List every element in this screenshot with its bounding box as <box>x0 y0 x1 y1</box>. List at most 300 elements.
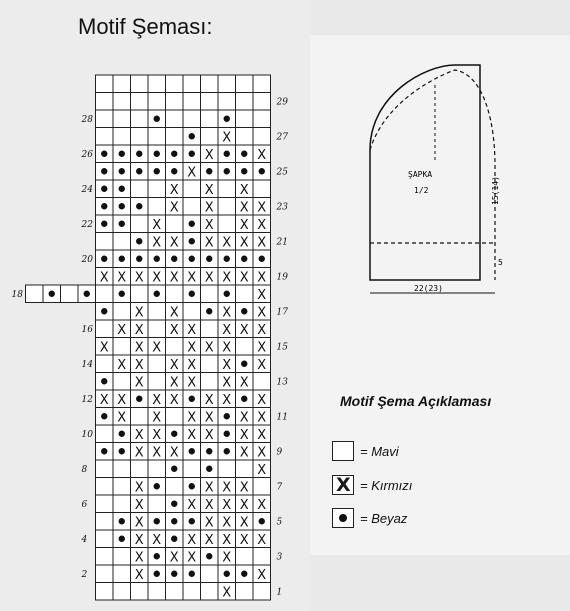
dot-icon <box>224 413 230 419</box>
chart-cell <box>236 110 254 128</box>
x-icon: X <box>222 515 232 531</box>
chart-cell <box>253 75 271 93</box>
x-icon: X <box>257 410 267 426</box>
chart-cell <box>218 460 236 478</box>
legend-dot-swatch <box>332 508 354 528</box>
x-icon: X <box>239 427 249 443</box>
dot-icon <box>241 571 247 577</box>
chart-cell <box>148 198 166 216</box>
chart-cell <box>166 285 184 303</box>
row-label-right: 27 <box>276 132 288 143</box>
row-label-left: 16 <box>81 324 93 335</box>
chart-cell <box>131 285 149 303</box>
dot-icon <box>136 238 142 244</box>
dot-icon <box>101 308 107 314</box>
dot-icon <box>119 518 125 524</box>
dot-icon <box>259 518 265 524</box>
row-label-left: 8 <box>81 464 88 475</box>
x-icon: X <box>257 217 267 233</box>
chart-cell <box>96 285 114 303</box>
chart-cell <box>96 128 114 146</box>
chart-cell <box>113 373 131 391</box>
dot-icon <box>119 256 125 262</box>
dot-icon <box>189 151 195 157</box>
chart-cell <box>96 565 114 583</box>
x-icon: X <box>239 410 249 426</box>
legend-label-beyaz: = Beyaz <box>360 510 408 526</box>
chart-cell <box>166 128 184 146</box>
x-icon: X <box>257 340 267 356</box>
chart-cell <box>148 180 166 198</box>
row-label-left: 10 <box>81 429 93 440</box>
dot-icon <box>206 256 212 262</box>
chart-cell <box>236 93 254 111</box>
chart-cell <box>113 233 131 251</box>
x-icon: X <box>187 322 197 338</box>
chart-cell <box>131 215 149 233</box>
chart-cell <box>113 495 131 513</box>
chart-cell <box>253 373 271 391</box>
dot-icon <box>119 291 125 297</box>
x-icon: X <box>134 567 144 583</box>
x-icon: X <box>257 462 267 478</box>
legend-item-mavi <box>332 440 399 462</box>
chart-cell <box>166 338 184 356</box>
x-icon: X <box>99 270 109 286</box>
x-icon: X <box>169 357 179 373</box>
chart-cell <box>218 198 236 216</box>
x-icon: X <box>187 270 197 286</box>
chart-cell <box>96 425 114 443</box>
row-label-right: 25 <box>276 167 288 178</box>
chart-cell <box>253 583 271 601</box>
x-icon: X <box>134 532 144 548</box>
chart-cell <box>61 285 79 303</box>
chart-cell <box>96 320 114 338</box>
x-icon: X <box>239 515 249 531</box>
x-icon: X <box>257 287 267 303</box>
dot-icon <box>171 518 177 524</box>
x-icon: X <box>117 357 127 373</box>
row-label-left: 12 <box>81 394 93 405</box>
chart-cell <box>236 285 254 303</box>
x-icon: X <box>152 410 162 426</box>
dot-icon <box>101 186 107 192</box>
row-label-left: 18 <box>11 289 23 300</box>
dot-icon <box>189 396 195 402</box>
dot-icon <box>224 256 230 262</box>
dot-icon <box>224 448 230 454</box>
x-icon: X <box>204 480 214 496</box>
x-icon: X <box>204 182 214 198</box>
dot-icon <box>241 308 247 314</box>
dot-icon <box>189 238 195 244</box>
x-icon: X <box>239 182 249 198</box>
x-icon: X <box>134 270 144 286</box>
legend-title: Motif Şema Açıklaması <box>340 393 492 409</box>
chart-cell <box>236 583 254 601</box>
chart-cell <box>148 460 166 478</box>
x-icon: X <box>222 585 232 601</box>
x-icon: X <box>239 445 249 461</box>
x-icon: X <box>152 445 162 461</box>
legend-label-kirmizi: = Kırmızı <box>360 477 413 493</box>
x-icon: X <box>169 270 179 286</box>
row-label-right: 3 <box>276 552 283 563</box>
dot-icon <box>84 291 90 297</box>
page-title: Motif Şeması: <box>78 14 213 39</box>
dot-icon <box>224 168 230 174</box>
x-icon: X <box>134 497 144 513</box>
x-icon: X <box>257 200 267 216</box>
x-icon: X <box>169 322 179 338</box>
chart-cell <box>166 110 184 128</box>
chart-cell <box>131 460 149 478</box>
legend-label-mavi: = Mavi <box>360 443 399 459</box>
dot-icon <box>136 168 142 174</box>
chart-cell <box>148 373 166 391</box>
dot-icon <box>171 256 177 262</box>
legend-empty-swatch <box>332 441 354 461</box>
chart-cell <box>166 75 184 93</box>
x-icon: X <box>257 305 267 321</box>
dot-icon <box>49 291 55 297</box>
hat-crown-dashed <box>370 70 495 280</box>
x-icon: X <box>239 532 249 548</box>
dot-icon <box>224 151 230 157</box>
chart-cell <box>131 75 149 93</box>
chart-cell <box>113 338 131 356</box>
dot-icon <box>101 413 107 419</box>
chart-cell <box>148 355 166 373</box>
dot-icon <box>224 431 230 437</box>
x-icon: X <box>239 480 249 496</box>
x-icon: X <box>134 357 144 373</box>
dot-icon <box>189 571 195 577</box>
x-icon: X <box>117 392 127 408</box>
chart-cell <box>113 110 131 128</box>
dot-icon <box>171 536 177 542</box>
x-icon: X <box>222 270 232 286</box>
x-icon: X <box>257 497 267 513</box>
x-icon: X <box>169 182 179 198</box>
x-icon: X <box>222 322 232 338</box>
x-icon: X <box>222 550 232 566</box>
dot-icon <box>171 466 177 472</box>
chart-cell <box>201 320 219 338</box>
chart-cell <box>166 583 184 601</box>
legend-item-beyaz <box>332 507 407 529</box>
row-label-left: 4 <box>81 534 88 545</box>
dot-icon <box>101 221 107 227</box>
chart-cell <box>201 355 219 373</box>
row-label-left: 22 <box>81 219 93 230</box>
x-icon: X <box>222 235 232 251</box>
x-icon: X <box>187 357 197 373</box>
legend-x-swatch <box>332 475 354 495</box>
dot-icon <box>101 256 107 262</box>
chart-cell <box>253 110 271 128</box>
dot-icon <box>119 151 125 157</box>
dot-icon <box>189 483 195 489</box>
x-icon: X <box>204 235 214 251</box>
hat-width-label: 22(23) <box>414 284 443 293</box>
x-icon: X <box>239 375 249 391</box>
dot-icon <box>171 431 177 437</box>
chart-cell <box>113 128 131 146</box>
hat-height-label: 15(14) <box>491 176 500 205</box>
chart-cell <box>201 583 219 601</box>
chart-cell <box>131 128 149 146</box>
x-icon: X <box>204 270 214 286</box>
x-icon: X <box>152 270 162 286</box>
x-icon: X <box>169 200 179 216</box>
dot-icon <box>206 308 212 314</box>
x-icon: X <box>152 392 162 408</box>
x-icon: X <box>117 410 127 426</box>
x-icon: X <box>134 375 144 391</box>
chart-cell <box>183 303 201 321</box>
x-icon: X <box>152 217 162 233</box>
dot-icon <box>136 256 142 262</box>
dot-icon <box>189 221 195 227</box>
dot-icon <box>154 553 160 559</box>
x-icon: X <box>204 147 214 163</box>
chart-cell <box>166 478 184 496</box>
hat-fraction: 1/2 <box>414 186 429 195</box>
dot-icon <box>171 151 177 157</box>
x-icon: X <box>222 305 232 321</box>
dot-icon <box>241 151 247 157</box>
row-label-right: 9 <box>276 447 283 458</box>
x-icon: X <box>152 340 162 356</box>
x-icon: X <box>134 445 144 461</box>
dot-icon <box>206 168 212 174</box>
x-icon: X <box>257 532 267 548</box>
x-icon: X <box>257 445 267 461</box>
dot-icon <box>189 518 195 524</box>
x-icon: X <box>239 235 249 251</box>
x-icon: X <box>134 322 144 338</box>
dot-icon <box>119 536 125 542</box>
x-icon: X <box>239 217 249 233</box>
dot-icon <box>339 514 347 522</box>
x-icon: X <box>117 322 127 338</box>
chart-cell <box>96 93 114 111</box>
chart-cell <box>96 355 114 373</box>
x-icon: X <box>187 410 197 426</box>
row-label-left: 20 <box>81 254 93 265</box>
dot-icon <box>189 256 195 262</box>
x-icon: X <box>134 305 144 321</box>
chart-cell <box>183 93 201 111</box>
dot-icon <box>259 168 265 174</box>
chart-cell <box>113 478 131 496</box>
x-icon: X <box>204 427 214 443</box>
x-icon: X <box>257 357 267 373</box>
chart-cell <box>148 495 166 513</box>
row-label-right: 19 <box>276 272 288 283</box>
dot-icon <box>119 431 125 437</box>
chart-cell <box>148 93 166 111</box>
chart-cell <box>253 478 271 496</box>
x-icon: X <box>222 497 232 513</box>
x-icon: X <box>169 235 179 251</box>
x-icon: X <box>134 515 144 531</box>
chart-cell <box>253 180 271 198</box>
chart-cell <box>113 565 131 583</box>
dot-icon <box>241 361 247 367</box>
chart-cell <box>201 373 219 391</box>
chart-cell <box>253 128 271 146</box>
row-label-left: 2 <box>81 569 88 580</box>
chart-cell <box>218 215 236 233</box>
x-icon: X <box>169 375 179 391</box>
dot-icon <box>206 553 212 559</box>
chart-cell <box>236 128 254 146</box>
dot-icon <box>119 221 125 227</box>
chart-cell <box>201 285 219 303</box>
dot-icon <box>241 168 247 174</box>
dot-icon <box>119 203 125 209</box>
chart-cell <box>96 460 114 478</box>
x-icon: X <box>204 532 214 548</box>
chart-cell <box>166 408 184 426</box>
dot-icon <box>154 291 160 297</box>
row-label-right: 7 <box>276 482 283 493</box>
chart-cell <box>113 548 131 566</box>
dot-icon <box>259 256 265 262</box>
dot-icon <box>101 448 107 454</box>
chart-cell <box>96 583 114 601</box>
row-label-right: 11 <box>276 412 288 423</box>
chart-cell <box>183 75 201 93</box>
chart-cell <box>183 180 201 198</box>
chart-cell <box>183 460 201 478</box>
hat-label: ŞAPKA <box>408 170 433 179</box>
dot-icon <box>154 256 160 262</box>
dot-icon <box>206 448 212 454</box>
x-icon: X <box>204 200 214 216</box>
chart-cell <box>96 110 114 128</box>
chart-cell <box>166 93 184 111</box>
chart-cell <box>96 478 114 496</box>
row-label-left: 24 <box>81 184 93 195</box>
hat-pattern-drawing <box>330 55 505 305</box>
chart-cell <box>236 548 254 566</box>
x-icon: X <box>336 474 351 496</box>
x-icon: X <box>99 392 109 408</box>
x-icon: X <box>222 392 232 408</box>
x-icon: X <box>257 322 267 338</box>
dot-icon <box>101 168 107 174</box>
chart-cell <box>26 285 44 303</box>
dot-icon <box>241 256 247 262</box>
dot-icon <box>154 151 160 157</box>
x-icon: X <box>169 445 179 461</box>
dot-icon <box>119 186 125 192</box>
legend-item-kirmizi <box>332 474 412 496</box>
row-label-right: 21 <box>276 237 288 248</box>
row-label-left: 6 <box>81 499 88 510</box>
x-icon: X <box>134 340 144 356</box>
x-icon: X <box>239 200 249 216</box>
x-icon: X <box>187 497 197 513</box>
dot-icon <box>119 448 125 454</box>
chart-cell <box>113 460 131 478</box>
x-icon: X <box>204 217 214 233</box>
row-label-right: 23 <box>276 202 288 213</box>
chart-cell <box>131 408 149 426</box>
x-icon: X <box>187 165 197 181</box>
row-label-left: 26 <box>81 149 93 160</box>
chart-cell <box>218 180 236 198</box>
x-icon: X <box>239 270 249 286</box>
x-icon: X <box>257 235 267 251</box>
x-icon: X <box>204 497 214 513</box>
x-icon: X <box>222 340 232 356</box>
x-icon: X <box>187 340 197 356</box>
x-icon: X <box>99 340 109 356</box>
dot-icon <box>224 116 230 122</box>
dot-icon <box>189 291 195 297</box>
dot-icon <box>171 571 177 577</box>
x-icon: X <box>222 480 232 496</box>
hat-brim-label: 5 <box>498 258 503 267</box>
row-label-left: 14 <box>81 359 93 370</box>
x-icon: X <box>169 392 179 408</box>
chart-cell <box>113 93 131 111</box>
chart-cell <box>148 583 166 601</box>
x-icon: X <box>222 375 232 391</box>
chart-cell <box>96 495 114 513</box>
x-icon: X <box>204 392 214 408</box>
row-label-left: 28 <box>81 114 93 125</box>
x-icon: X <box>239 497 249 513</box>
chart-cell <box>201 93 219 111</box>
x-icon: X <box>222 130 232 146</box>
chart-cell <box>131 110 149 128</box>
chart-cell <box>113 583 131 601</box>
x-icon: X <box>187 550 197 566</box>
x-icon: X <box>204 410 214 426</box>
x-icon: X <box>152 235 162 251</box>
chart-cell <box>183 583 201 601</box>
dot-icon <box>136 151 142 157</box>
dot-icon <box>241 396 247 402</box>
chart-cell <box>253 93 271 111</box>
chart-cell <box>201 110 219 128</box>
row-label-right: 1 <box>276 587 283 598</box>
chart-cell <box>96 233 114 251</box>
x-icon: X <box>257 147 267 163</box>
x-icon: X <box>222 357 232 373</box>
chart-cell <box>131 180 149 198</box>
x-icon: X <box>169 550 179 566</box>
x-icon: X <box>257 270 267 286</box>
chart-cell <box>96 548 114 566</box>
x-icon: X <box>187 375 197 391</box>
dot-icon <box>136 396 142 402</box>
chart-cell <box>131 583 149 601</box>
dot-icon <box>154 571 160 577</box>
dot-icon <box>101 378 107 384</box>
row-label-right: 13 <box>276 377 288 388</box>
chart-cell <box>96 513 114 531</box>
row-label-right: 17 <box>276 307 288 318</box>
dot-icon <box>154 116 160 122</box>
x-icon: X <box>222 532 232 548</box>
